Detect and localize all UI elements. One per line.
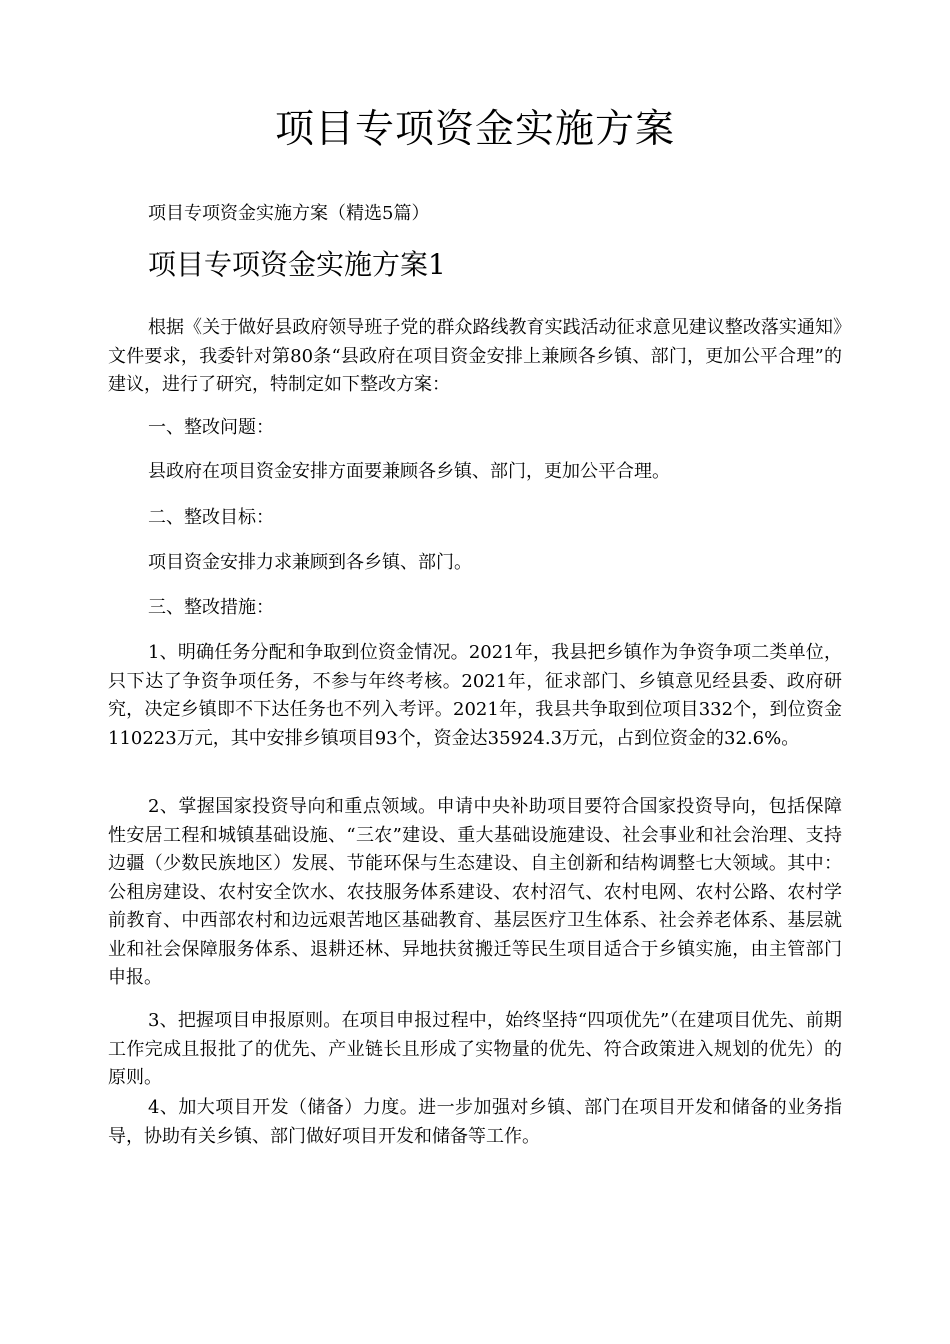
paragraph-measure-3: 3、把握项目申报原则。在项目申报过程中，始终坚持“四项优先”（在建项目优先、前期工作完成且报批了的优先、产业链长且形成了实物量的优先、符合政策进入规划的优先）的原则。 (108, 1010, 842, 1088)
paragraph-goal: 项目资金安排力求兼顾到各乡镇、部门。 (148, 552, 472, 573)
paragraph-issue-heading: 一、整改问题： (148, 417, 274, 438)
document-title: 项目专项资金实施方案 (274, 107, 675, 152)
section-heading: 项目专项资金实施方案1 (148, 248, 446, 281)
paragraph-measure-1: 1、明确任务分配和争取到位资金情况。2021年，我县把乡镇作为争资争项二类单位，只下达了争资争项任务，不参与年终考核。2021年，征求部门、乡镇意见经县委、政府研究，决定乡镇即不下达任务也不列入考评。2021年，我县共争取到位项目332个，到位资金110223万元，其中安排乡镇项目93个，资金达35924.3万元，占到位资金的32.6%。 (108, 642, 842, 749)
paragraph-goal-heading: 二、整改目标： (148, 507, 274, 528)
document-subtitle: 项目专项资金实施方案（精选5篇） (148, 203, 430, 224)
paragraph-measures-heading: 三、整改措施： (148, 597, 274, 618)
paragraph-measure-2: 2、掌握国家投资导向和重点领域。申请中央补助项目要符合国家投资导向，包括保障性安居工程和城镇基础设施、“三农”建设、重大基础设施建设、社会事业和社会治理、支持边疆（少数民族地区）发展、节能环保与生态建设、自主创新和结构调整七大领域。其中：公租房建设、农村安全饮水、农技服务体系建设、农村沼气、农村电网、农村公路、农村学前教育、中西部农村和边远艰苦地区基础教育、基层医疗卫生体系、社会养老体系、基层就业和社会保障服务体系、退耕还林、异地扶贫搬迁等民生项目适合于乡镇实施，由主管部门申报。 (108, 796, 842, 988)
paragraph-intro: 根据《关于做好县政府领导班子党的群众路线教育实践活动征求意见建议整改落实通知》文件要求，我委针对第80条“县政府在项目资金安排上兼顾各乡镇、部门，更加公平合理”的建议，进行了研究，特制定如下整改方案： (108, 317, 842, 395)
paragraph-issue: 县政府在项目资金安排方面要兼顾各乡镇、部门，更加公平合理。 (148, 461, 670, 482)
paragraph-measure-4: 4、加大项目开发（储备）力度。进一步加强对乡镇、部门在项目开发和储备的业务指导，协助有关乡镇、部门做好项目开发和储备等工作。 (108, 1097, 842, 1147)
